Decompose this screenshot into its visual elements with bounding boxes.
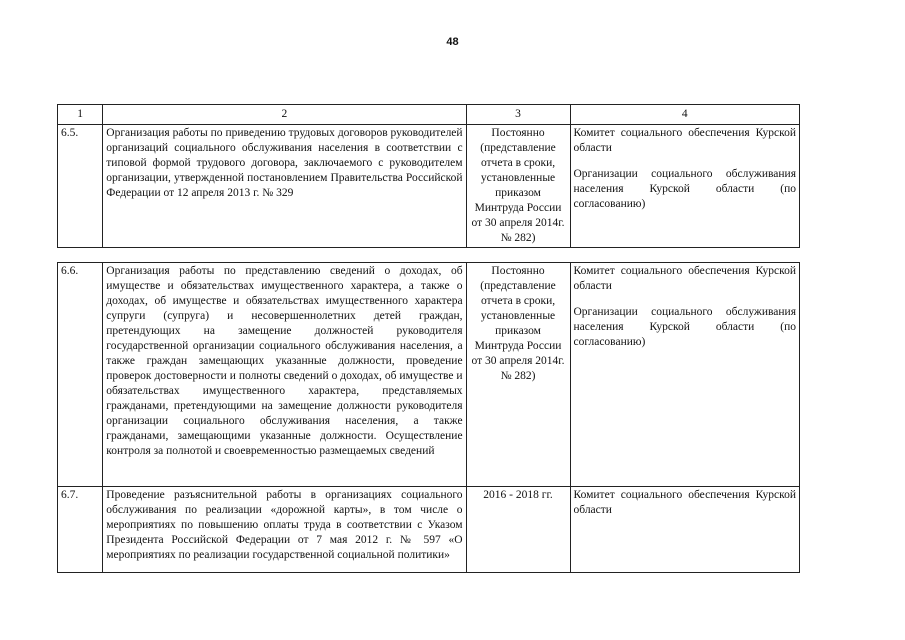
row-responsible: [570, 263, 800, 487]
responsible-secondary: Организации социального обслуживания населения Курской области (по согласованию): [573, 306, 796, 348]
header-col-1: 1: [58, 105, 103, 125]
row-deadline: Постоянно (представление отчета в сроки, установленные приказом Минтруда России от 30 апреля 2014г. № 282): [466, 263, 570, 487]
responsible-primary: Комитет социального обеспечения Курской области: [573, 265, 796, 292]
plan-table-bottom: [57, 262, 800, 573]
row-activity: Проведение разъяснительной работы в организациях социального обслуживания по реализации «дорожной карты», в том числе о мероприятиях по повышению оплаты труда в соответствии с Указом Президента Российской Федерации от 7 мая 2012 г. № 597 «О мероприятиях по реализации государственной социальной политики»: [103, 487, 466, 573]
row-deadline: Постоянно (представление отчета в сроки, установленные приказом Минтруда России от 30 апреля 2014г. № 282): [466, 125, 570, 248]
row-number: 6.6.: [58, 263, 103, 487]
plan-table-top: [57, 104, 800, 248]
header-row: [58, 105, 800, 125]
responsible-primary: Комитет социального обеспечения Курской области: [573, 489, 796, 516]
row-activity: Организация работы по приведению трудовых договоров руководителей организаций социального обслуживания населения в соответствии с типовой формой трудового договора, заключаемого с руководителем организации, утвержденной постановлением Правительства Российской Федерации от 12 апреля 2013 г. № 329: [103, 125, 466, 248]
row-responsible: [570, 125, 800, 248]
responsible-secondary: Организации социального обслуживания населения Курской области (по согласованию): [573, 168, 796, 210]
table-row: [58, 487, 800, 573]
header-col-2: 2: [103, 105, 466, 125]
row-number: 6.7.: [58, 487, 103, 573]
row-number: 6.5.: [58, 125, 103, 248]
row-activity: Организация работы по представлению сведений о доходах, об имуществе и обязательствах имущественного характера, а также о доходах, об имуществе и обязательствах имущественного характера супруги (супруга) и несовершеннолетних детей граждан, претендующих на замещение должностей руководителя государственной организации социального обслуживания населения, а также граждан замещающих указанные должности, проведение проверок достоверности и полноты сведений о доходах, об имуществе и обязательствах имущественного характера, представляемых гражданами, претендующими на замещение должности руководителя организации социального обслуживания населения, а также гражданами, замещающими указанные должности. Осуществление контроля за полнотой и своевременностью размещаемых сведений: [103, 263, 466, 487]
row-responsible: [570, 487, 800, 573]
header-col-3: 3: [466, 105, 570, 125]
table-row: [58, 125, 800, 248]
page-number: 48: [446, 36, 459, 48]
responsible-primary: Комитет социального обеспечения Курской области: [573, 127, 796, 154]
header-col-4: 4: [570, 105, 800, 125]
row-deadline: 2016 - 2018 гг.: [466, 487, 570, 573]
table-row: [58, 263, 800, 487]
